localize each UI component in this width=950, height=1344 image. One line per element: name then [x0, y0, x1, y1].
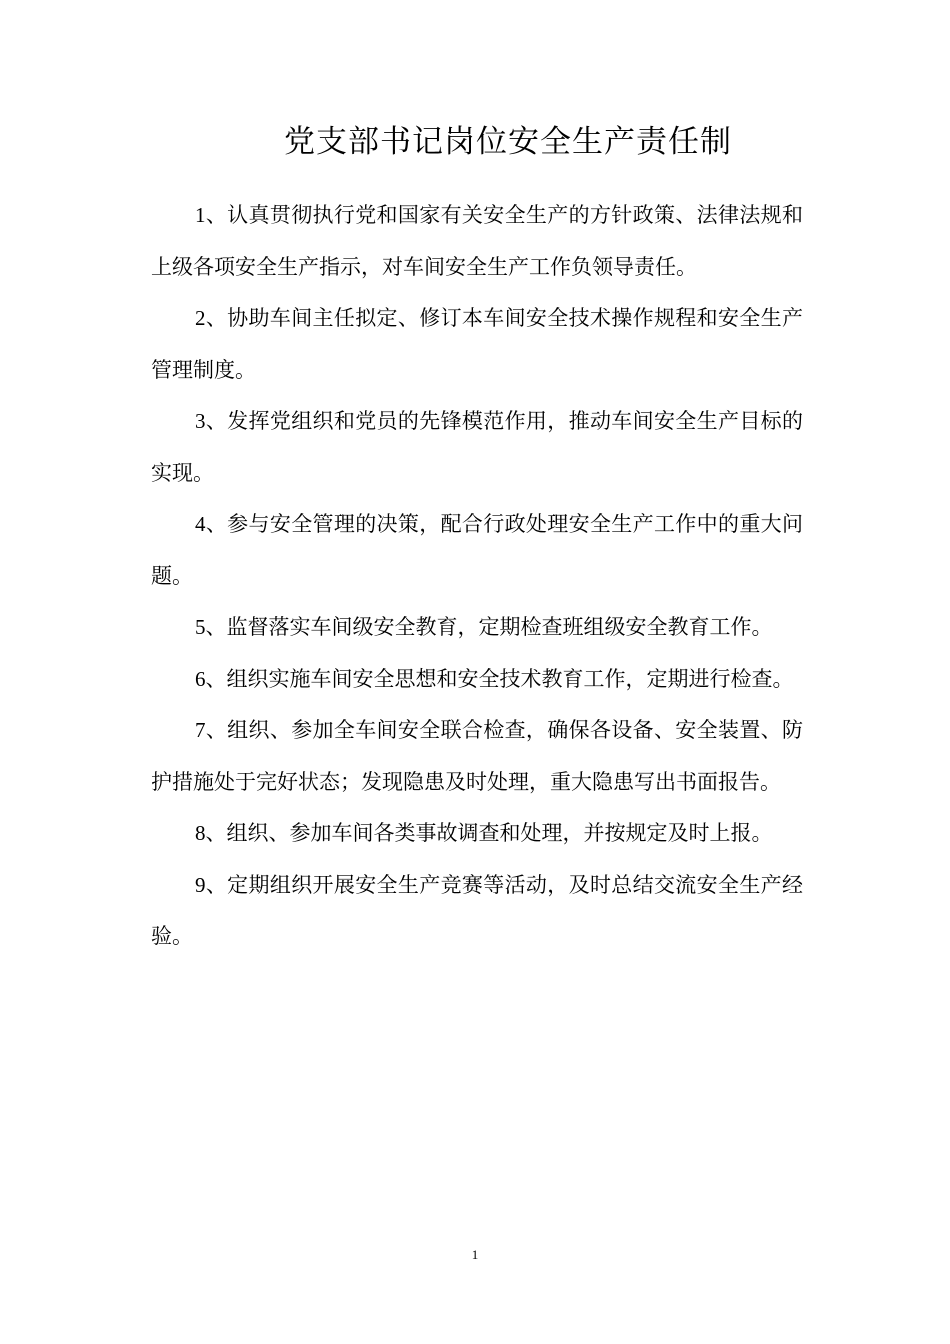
item-text: 、监督落实车间级安全教育，定期检查班组级安全教育工作。	[205, 615, 773, 639]
item-text: 、发挥党组织和党员的先锋模范作用，推动车间安全生产目标的实现。	[151, 409, 803, 485]
item-number: 7	[195, 718, 206, 742]
item-text: 、认真贯彻执行党和国家有关安全生产的方针政策、法律法规和上级各项安全生产指示，对车间安全生产工作负领导责任。	[151, 203, 803, 279]
item-number: 1	[195, 203, 206, 227]
paragraph-8	[151, 808, 803, 860]
item-number: 2	[195, 306, 206, 330]
item-number: 8	[195, 821, 206, 845]
paragraph-1	[151, 190, 803, 293]
paragraph-2	[151, 293, 803, 396]
paragraph-6	[151, 654, 803, 706]
item-text: 、组织、参加车间各类事故调查和处理，并按规定及时上报。	[205, 821, 773, 845]
item-text: 、定期组织开展安全生产竞赛等活动，及时总结交流安全生产经验。	[151, 872, 803, 948]
paragraph-5	[151, 602, 803, 654]
item-text: 、组织实施车间安全思想和安全技术教育工作，定期进行检查。	[205, 666, 794, 691]
document-title: 党支部书记岗位安全生产责任制	[284, 124, 732, 160]
paragraph-4	[151, 499, 803, 602]
paragraph-9	[151, 860, 803, 963]
page-number: 1	[471, 1247, 479, 1262]
item-number: 5	[195, 615, 206, 639]
item-number: 4	[195, 512, 206, 536]
document-body	[151, 190, 803, 963]
item-number: 3	[195, 409, 206, 433]
item-text: 、参与安全管理的决策，配合行政处理安全生产工作中的重大问题。	[151, 512, 803, 588]
paragraph-7	[151, 705, 803, 808]
item-number: 9	[195, 872, 206, 897]
item-text: 、协助车间主任拟定、修订本车间安全技术操作规程和安全生产管理制度。	[151, 306, 803, 382]
item-text: 、组织、参加全车间安全联合检查，确保各设备、安全装置、防护措施处于完好状态；发现隐患及时处理，重大隐患写出书面报告。	[151, 718, 803, 794]
item-number: 6	[195, 666, 206, 691]
paragraph-3	[151, 396, 803, 499]
